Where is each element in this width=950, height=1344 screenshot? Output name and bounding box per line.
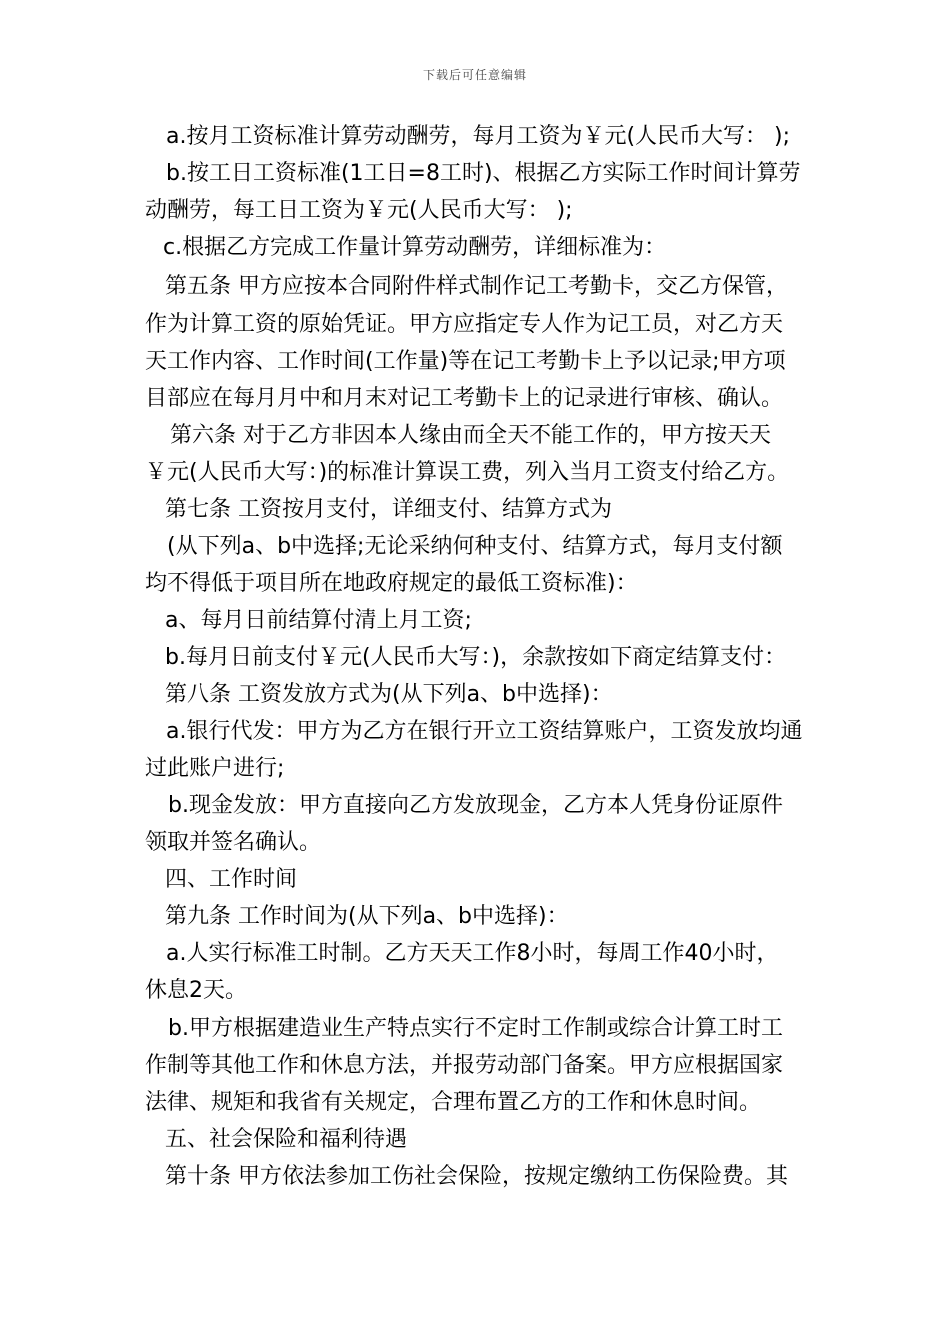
- text-line: 休息2天。: [145, 978, 247, 1003]
- text-line: 第五条 甲方应按本合同附件样式制作记工考勤卡，交乙方保管，: [165, 274, 788, 299]
- text-line: 第八条 工资发放方式为(从下列a、b中选择)：: [165, 682, 613, 707]
- text-line: a、每月日前结算付清上月工资;: [165, 608, 472, 633]
- text-line: 天工作内容、工作时间(工作量)等在记工考勤卡上予以记录;甲方项: [145, 349, 786, 374]
- text-line: 法律、规矩和我省有关规定，合理布置乙方的工作和休息时间。: [145, 1090, 762, 1115]
- text-line: 第九条 工作时间为(从下列a、b中选择)：: [165, 904, 569, 929]
- text-line: 第七条 工资按月支付，详细支付、结算方式为: [165, 497, 612, 522]
- text-line: 作为计算工资的原始凭证。甲方应指定专人作为记工员，对乙方天: [145, 312, 784, 337]
- section-heading: 五、社会保险和福利待遇: [165, 1127, 408, 1152]
- text-line: a.银行代发：甲方为乙方在银行开立工资结算账户，工资发放均通: [166, 719, 803, 744]
- text-line: 目部应在每月月中和月末对记工考勤卡上的记录进行审核、确认。: [145, 386, 784, 411]
- text-line: a.人实行标准工时制。乙方天天工作8小时，每周工作40小时，: [166, 941, 779, 966]
- text-line: a.按月工资标准计算劳动酬劳，每月工资为￥元(人民币大写： );: [166, 124, 791, 149]
- text-line: b.甲方根据建造业生产特点实行不定时工作制或综合计算工时工: [168, 1016, 783, 1041]
- text-line: c.根据乙方完成工作量计算劳动酬劳，详细标准为：: [163, 235, 667, 260]
- text-line: 动酬劳，每工日工资为￥元(人民币大写： );: [145, 198, 573, 223]
- text-line: 第十条 甲方依法参加工伤社会保险，按规定缴纳工伤保险费。其: [165, 1164, 788, 1189]
- text-line: b.每月日前支付￥元(人民币大写：)，余款按如下商定结算支付：: [165, 645, 787, 670]
- text-line: 作制等其他工作和休息方法，并报劳动部门备案。甲方应根据国家: [145, 1053, 784, 1078]
- section-heading: 四、工作时间: [165, 867, 298, 892]
- text-line: (从下列a、b中选择;无论采纳何种支付、结算方式，每月支付额: [167, 534, 783, 559]
- text-line: 过此账户进行;: [145, 756, 285, 781]
- text-line: 均不得低于项目所在地政府规定的最低工资标准)：: [145, 571, 638, 596]
- text-line: b.按工日工资标准(1工日=8工时)、根据乙方实际工作时间计算劳: [166, 161, 801, 186]
- text-line: ￥元(人民币大写：)的标准计算误工费，列入当月工资支付给乙方。: [145, 460, 790, 485]
- page-header: 下载后可任意编辑: [422, 68, 527, 82]
- text-line: 领取并签名确认。: [145, 830, 322, 855]
- text-line: 第六条 对于乙方非因本人缘由而全天不能工作的，甲方按天天: [170, 423, 771, 448]
- text-line: b.现金发放：甲方直接向乙方发放现金，乙方本人凭身份证原件: [168, 793, 783, 818]
